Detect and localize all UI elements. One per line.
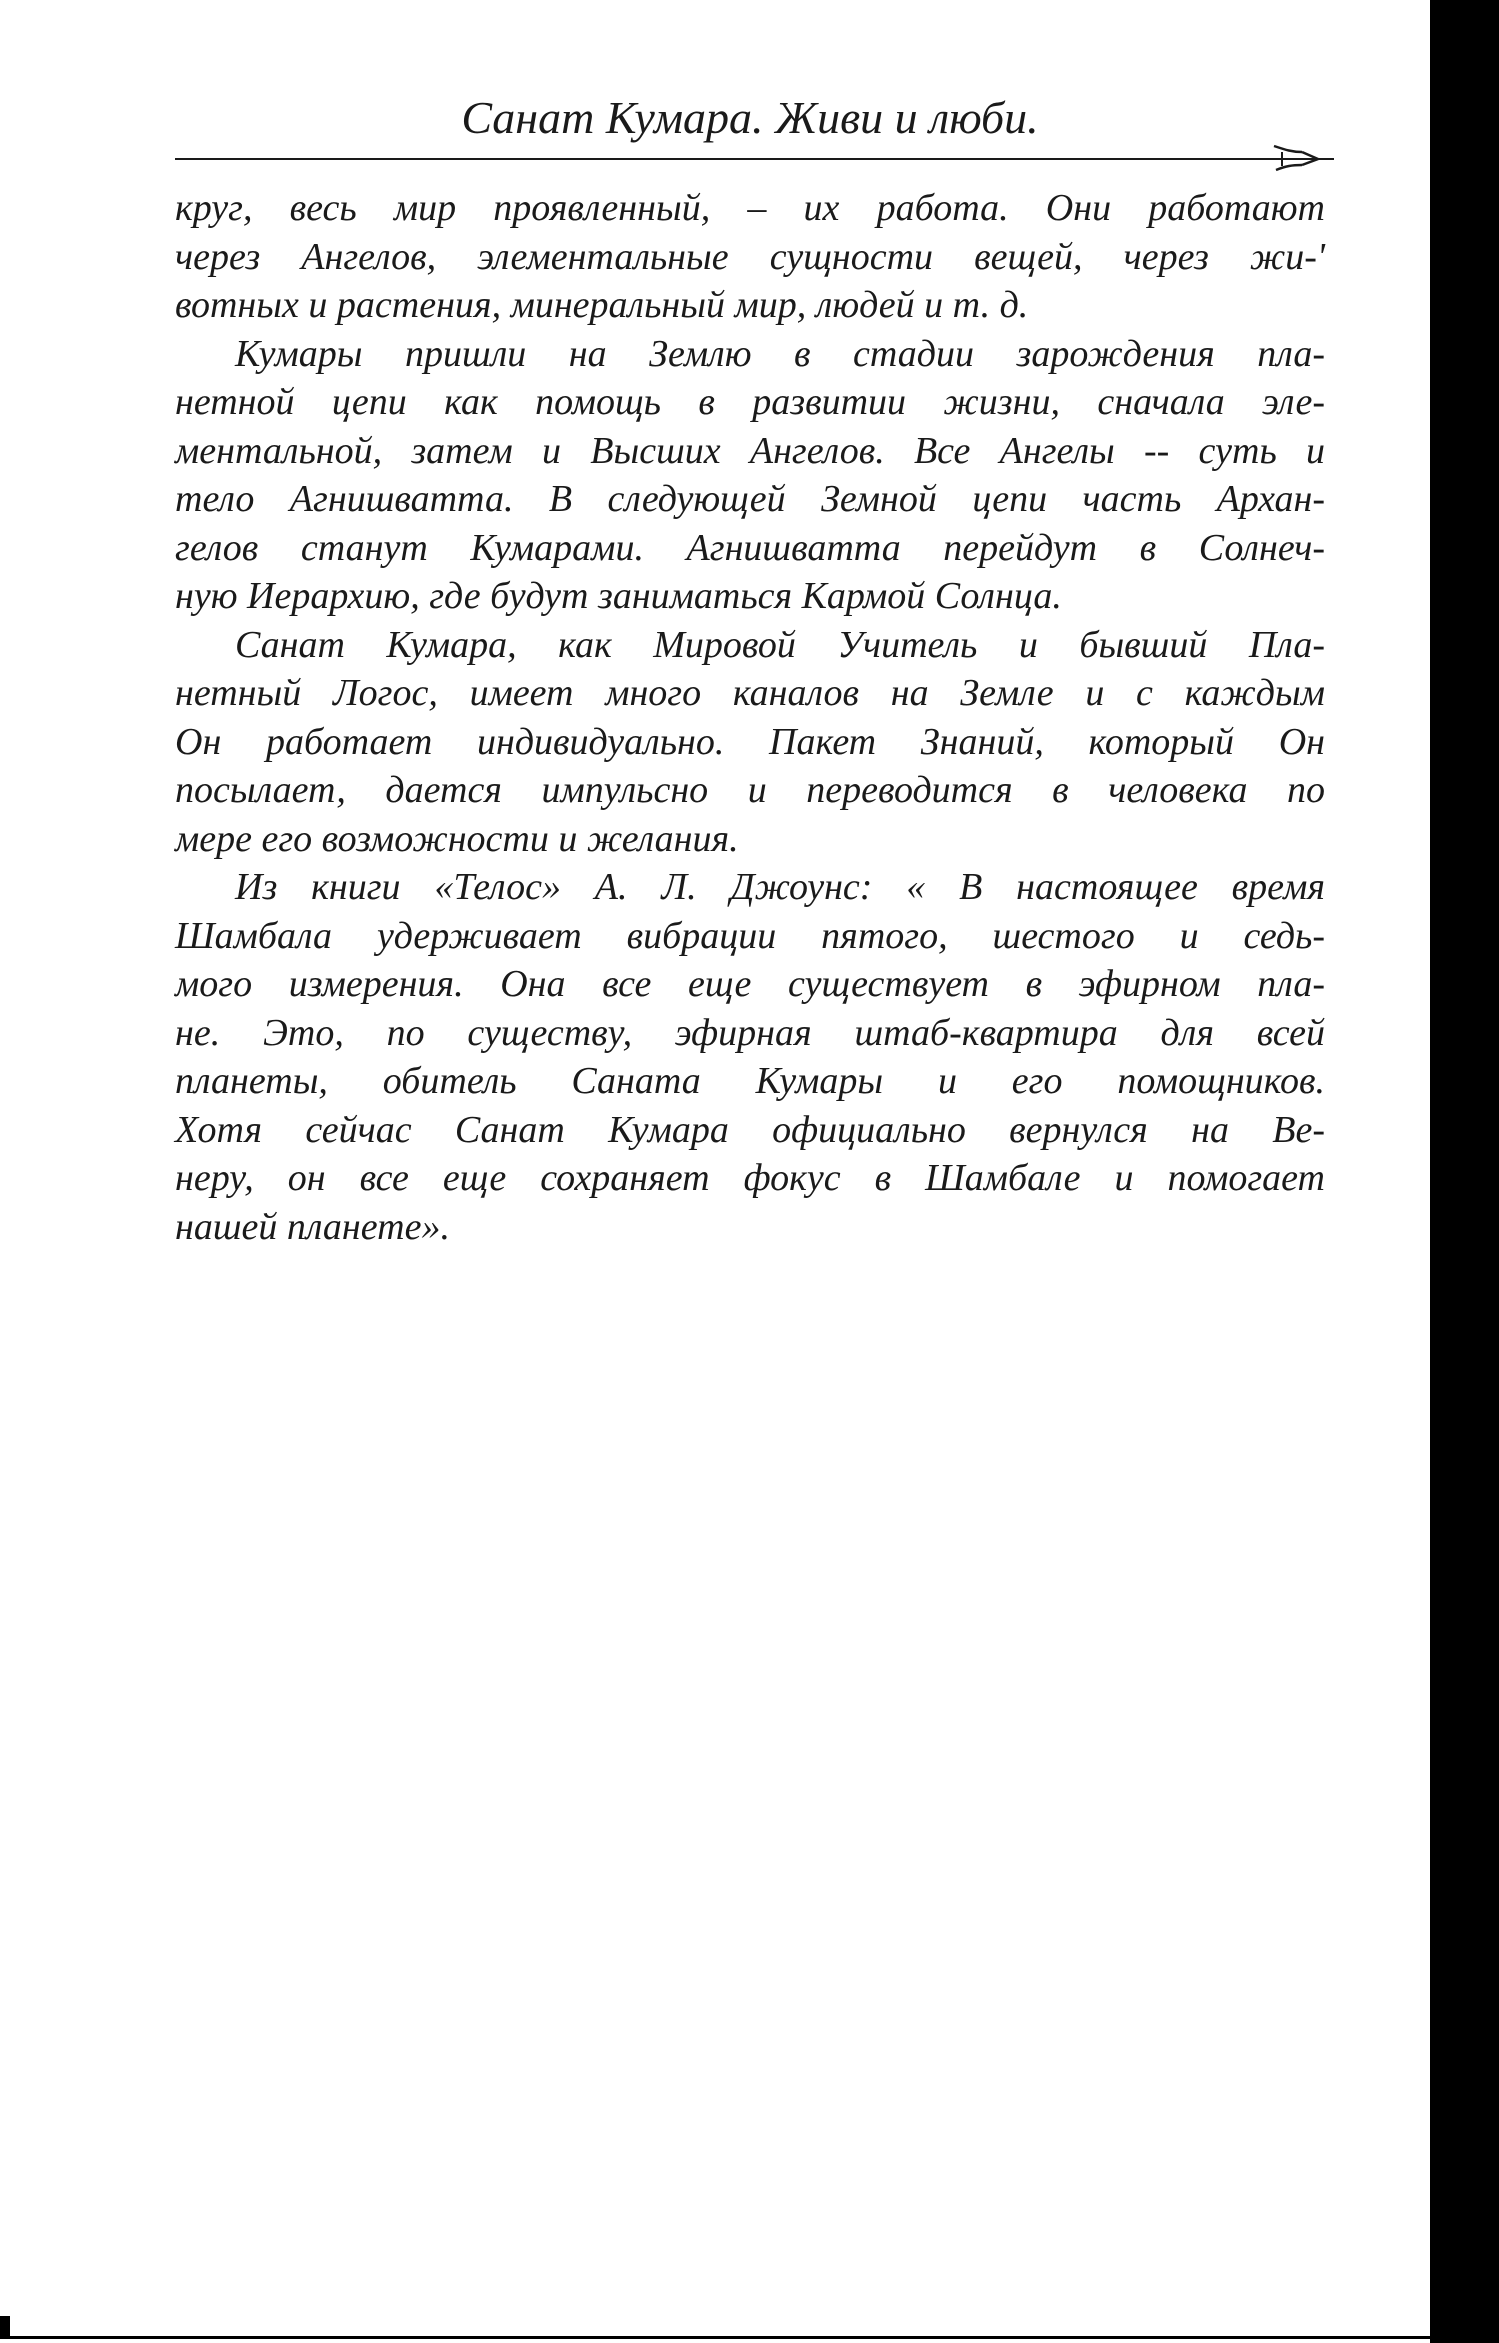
text-line: тело Агнишватта. В следующей Земной цепи часть Архан- <box>175 478 1325 520</box>
paragraph-4 <box>175 863 1325 1251</box>
text-line: гелов станут Кумарами. Агнишватта перейдут в Солнеч- <box>175 526 1325 569</box>
text-line: ментальной, затем и Высших Ангелов. Все Ангелы -- суть и <box>175 429 1325 472</box>
text-line: ную Иерархию, где будут заниматься Кармой Солнца. <box>175 575 1062 617</box>
text-line: нетный Логос, имеет много каналов на Земле и с каждым <box>175 672 1325 714</box>
text-line: нетной цепи как помощь в развитии жизни, сначала эле- <box>175 381 1325 423</box>
text-line: посылает, дается импульсно и переводится в человека по <box>175 769 1325 811</box>
corner-mark <box>0 2316 10 2338</box>
text-line: Кумары пришли на Землю в стадии зарождения пла- <box>235 332 1325 375</box>
text-line: круг, весь мир проявленный, – их работа. Они работают <box>175 187 1325 229</box>
text-line: Из книги «Телос» А. Л. Джоунс: « В настоящее время <box>235 866 1325 908</box>
bottom-edge-line <box>0 2336 1430 2339</box>
page-edge-shadow <box>1430 0 1499 2343</box>
paragraph-3 <box>175 621 1325 864</box>
text-line: не. Это, по существу, эфирная штаб-квартира для всей <box>175 1011 1325 1054</box>
text-line: Хотя сейчас Санат Кумара официально вернулся на Ве- <box>175 1108 1325 1151</box>
text-line: планеты, обитель Саната Кумары и его помощников. <box>175 1060 1325 1102</box>
text-line: Шамбала удерживает вибрации пятого, шестого и седь- <box>175 914 1325 957</box>
running-title: Санат Кумара. Живи и люби. <box>461 92 1039 143</box>
text-line: неру, он все еще сохраняет фокус в Шамбале и помогает <box>175 1157 1325 1199</box>
paragraph-2 <box>175 330 1325 621</box>
text-line: вотных и растения, минеральный мир, людей и т. д. <box>175 284 1029 326</box>
body-text <box>175 184 1325 1251</box>
text-line: мого измерения. Она все еще существует в эфирном пла- <box>175 963 1325 1005</box>
text-line: мере его возможности и желания. <box>175 817 739 860</box>
text-line: нашей планете». <box>175 1205 450 1248</box>
ornament-icon <box>1262 140 1334 174</box>
header-rule <box>175 158 1265 160</box>
text-line: Санат Кумара, как Мировой Учитель и бывший Пла- <box>235 623 1325 666</box>
text-line: через Ангелов, элементальные сущности вещей, через жи-' <box>175 235 1325 278</box>
paragraph-1 <box>175 184 1325 330</box>
text-line: Он работает индивидуально. Пакет Знаний, который Он <box>175 720 1325 763</box>
